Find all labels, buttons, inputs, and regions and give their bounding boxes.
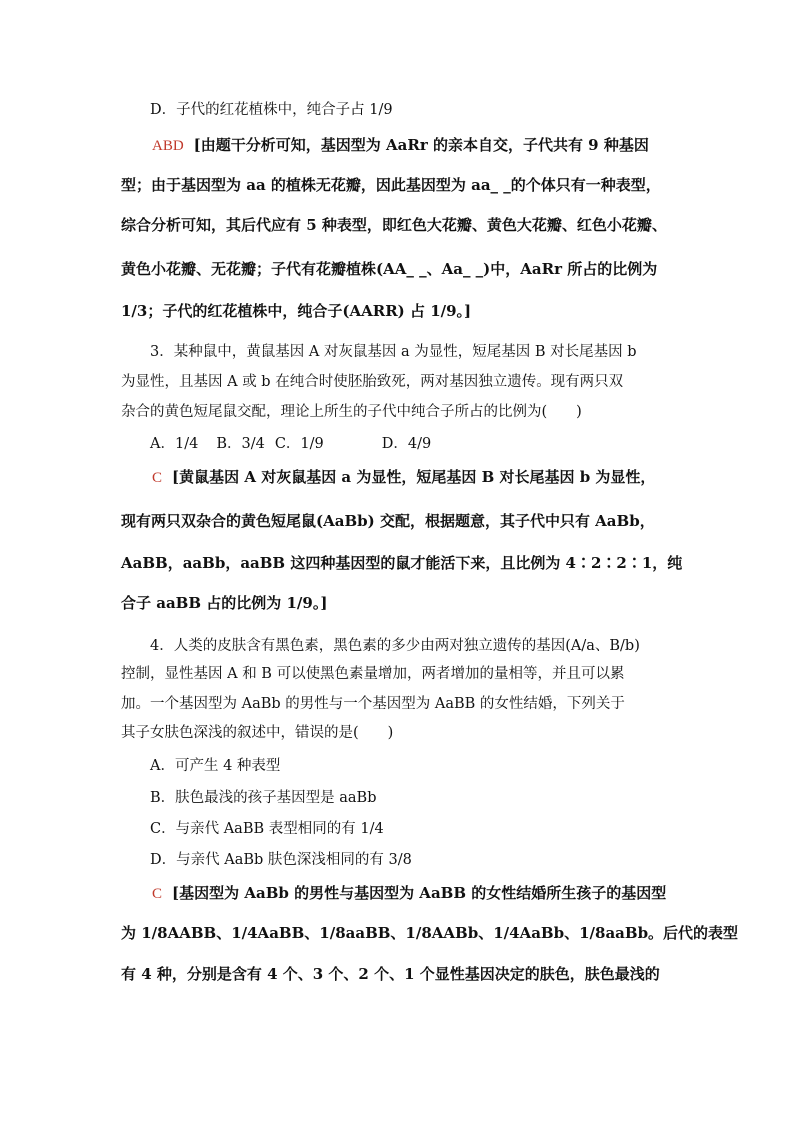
q4-answer: C xyxy=(152,886,163,902)
q2-explanation-line: [由题干分析可知，基因型为 AaRr 的亲本自交，子代共有 9 种基因 xyxy=(193,136,649,154)
q4-option-a: A．可产生 4 种表型 xyxy=(150,758,281,774)
q4-explanation-line: [基因型为 AaBb 的男性与基因型为 AaBB 的女性结婚所生孩子的基因型 xyxy=(172,884,667,902)
q3-stem-line: 杂合的黄色短尾鼠交配，理论上所生的子代中纯合子所占的比例为( ) xyxy=(121,404,582,420)
q3-option-a: A．1/4 xyxy=(150,436,199,452)
q4-stem-line: 4．人类的皮肤含有黑色素，黑色素的多少由两对独立遗传的基因(A/a、B/b) xyxy=(150,638,640,654)
q3-answer-line xyxy=(152,466,655,487)
q4-option-b: B．肤色最浅的孩子基因型是 aaBb xyxy=(150,790,377,806)
q4-answer-line xyxy=(152,882,666,903)
q4-stem-line: 控制，显性基因 A 和 B 可以使黑色素量增加，两者增加的量相等，并且可以累 xyxy=(121,666,625,682)
q4-option-d: D．与亲代 AaBb 肤色深浅相同的有 3/8 xyxy=(150,852,412,868)
q3-answer: C xyxy=(152,470,163,486)
q2-answer: ABD xyxy=(152,138,184,154)
q2-answer-line xyxy=(152,134,649,155)
q4-explanation-line: 为 1/8AABB、1/4AaBB、1/8aaBB、1/8AABb、1/4AaBb、1/8aaBb。后代的表型 xyxy=(121,924,739,942)
q3-explanation-line: AaBB，aaBb，aaBB 这四种基因型的鼠才能活下来，且比例为 4∶2∶2∶1，纯 xyxy=(121,554,683,572)
q2-explanation-line: 1/3；子代的红花植株中，纯合子(AARR) 占 1/9。] xyxy=(121,302,472,320)
q3-explanation-line: 现有两只双杂合的黄色短尾鼠(AaBb) 交配，根据题意，其子代中只有 AaBb， xyxy=(121,512,655,530)
q2-explanation-line: 黄色小花瓣、无花瓣；子代有花瓣植株(AA_ _、Aa_ _)中，AaRr 所占的比例为 xyxy=(121,260,658,278)
q2-option-d: D．子代的红花植株中，纯合子占 1/9 xyxy=(150,102,393,118)
q3-options xyxy=(150,432,431,453)
q4-stem-line: 加。一个基因型为 AaBb 的男性与一个基因型为 AaBB 的女性结婚，下列关于 xyxy=(121,696,625,712)
q3-option-d: D．4/9 xyxy=(381,436,432,452)
q2-explanation-line: 型；由于基因型为 aa 的植株无花瓣，因此基因型为 aa_ _的个体只有一种表型， xyxy=(121,176,661,194)
q4-option-c: C．与亲代 AaBB 表型相同的有 1/4 xyxy=(150,821,384,837)
q3-option-b: B．3/4 xyxy=(216,436,265,452)
q3-explanation-line: 合子 aaBB 占的比例为 1/9。] xyxy=(121,594,328,612)
q3-explanation-line: [黄鼠基因 A 对灰鼠基因 a 为显性，短尾基因 B 对长尾基因 b 为显性， xyxy=(172,468,656,486)
q2-explanation-line: 综合分析可知，其后代应有 5 种表型，即红色大花瓣、黄色大花瓣、红色小花瓣、 xyxy=(121,216,667,234)
q3-stem-line: 为显性，且基因 A 或 b 在纯合时使胚胎致死，两对基因独立遗传。现有两只双 xyxy=(121,374,624,390)
q4-explanation-line: 有 4 种，分别是含有 4 个、3 个、2 个、1 个显性基因决定的肤色，肤色最浅的 xyxy=(121,965,660,983)
q4-stem-line: 其子女肤色深浅的叙述中，错误的是( ) xyxy=(121,725,394,741)
q3-option-c: C．1/9 xyxy=(274,436,324,452)
q3-stem-line: 3．某种鼠中，黄鼠基因 A 对灰鼠基因 a 为显性，短尾基因 B 对长尾基因 b xyxy=(150,344,637,360)
